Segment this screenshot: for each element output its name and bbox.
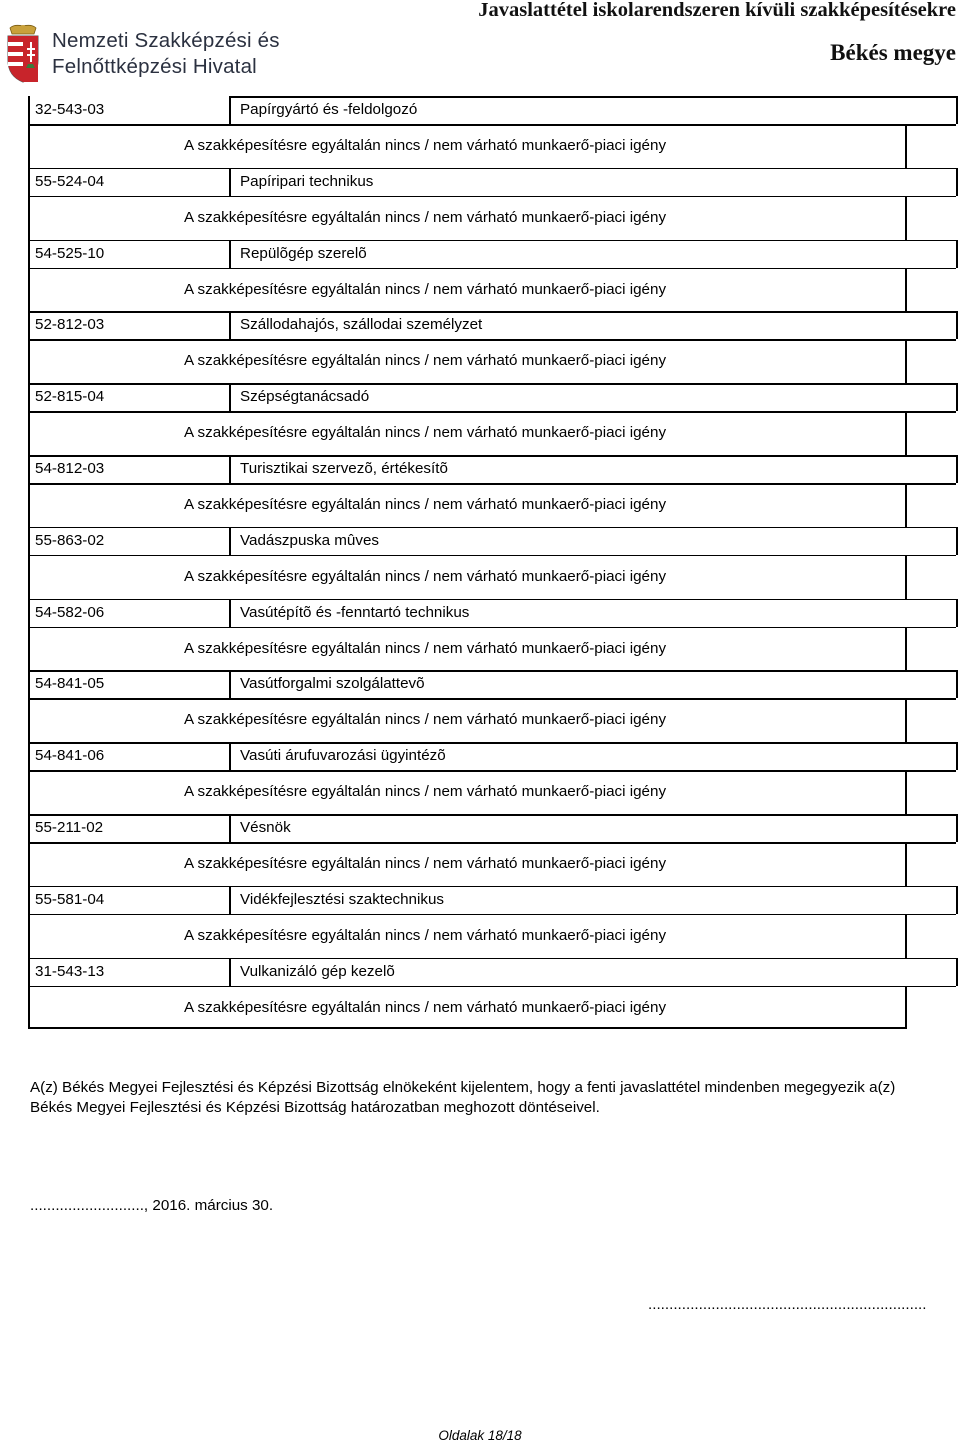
qualification-name: Repülõgép szerelõ	[240, 244, 367, 262]
table-border	[28, 124, 956, 126]
qualification-code: 55-211-02	[35, 819, 104, 836]
table-border	[28, 240, 30, 312]
qualification-name: Vésnök	[240, 819, 291, 836]
table-border	[956, 311, 958, 339]
table-border	[28, 814, 956, 816]
table-border	[956, 168, 958, 196]
table-border	[229, 311, 231, 339]
qualification-code: 54-812-03	[35, 460, 105, 477]
table-border	[28, 1027, 907, 1029]
qualification-code: 55-524-04	[35, 172, 105, 190]
table-border	[956, 527, 958, 555]
county-name: Békés megye	[830, 40, 956, 65]
table-border	[28, 168, 30, 240]
labour-market-status: A szakképesítésre egyáltalán nincs / nem várható munkaerő-piaci igény	[184, 711, 667, 729]
table-border	[28, 814, 30, 886]
qualification-name: Vasúti árufuvarozási ügyintézõ	[240, 747, 446, 765]
table-border	[28, 886, 30, 958]
table-border	[905, 555, 907, 599]
table-border	[229, 958, 231, 986]
table-border	[28, 627, 956, 629]
qualification-name: Vidékfejlesztési szaktechnikus	[240, 890, 445, 908]
table-border	[229, 383, 231, 411]
qualification-code: 54-525-10	[35, 244, 105, 262]
qualification-code: 55-863-02	[35, 531, 105, 549]
table-border	[229, 814, 231, 842]
qualification-name: Szépségtanácsadó	[240, 388, 370, 406]
table-border	[28, 311, 30, 383]
qualification-code: 32-543-03	[35, 101, 105, 118]
table-border	[28, 311, 956, 313]
qualification-code: 54-841-06	[35, 747, 105, 765]
table-border	[28, 196, 956, 198]
table-border	[229, 886, 231, 914]
qualification-name: Vasútépítõ és -fenntartó technikus	[240, 603, 470, 621]
qualification-name: Turisztikai szervezõ, értékesítõ	[240, 460, 448, 477]
table-border	[956, 814, 958, 842]
qualification-name: Vadászpuska mûves	[240, 531, 380, 549]
table-border	[28, 240, 956, 242]
table-border	[905, 986, 907, 1030]
table-border	[956, 455, 958, 483]
qualification-code: 52-812-03	[35, 316, 105, 334]
table-border	[956, 670, 958, 698]
organization-logo	[4, 20, 314, 84]
table-border	[28, 339, 956, 341]
qualification-code: 31-543-13	[35, 962, 105, 980]
table-border	[905, 196, 907, 240]
qualification-code: 54-841-05	[35, 675, 105, 693]
table-border	[229, 240, 231, 268]
document-title: Javaslattétel iskolarendszeren kívüli szakképesítésekre	[478, 0, 956, 21]
table-border	[28, 670, 956, 672]
table-border	[28, 383, 956, 385]
table-border	[28, 770, 956, 772]
table-border	[28, 455, 30, 527]
table-border	[905, 411, 907, 455]
table-border	[28, 742, 30, 814]
labour-market-status: A szakképesítésre egyáltalán nincs / nem várható munkaerő-piaci igény	[184, 352, 667, 370]
table-border	[28, 483, 956, 485]
table-border	[905, 627, 907, 671]
table-border	[28, 527, 30, 599]
table-border	[956, 240, 958, 268]
signature-line: ..................................................................	[648, 1296, 927, 1313]
table-border	[28, 268, 956, 270]
qualification-code: 54-582-06	[35, 603, 105, 621]
table-border	[905, 124, 907, 168]
table-border	[28, 411, 956, 413]
table-border	[905, 842, 907, 886]
table-border	[28, 599, 956, 601]
table-border	[28, 886, 956, 888]
table-border	[229, 670, 231, 698]
table-border	[28, 842, 956, 844]
table-border	[905, 770, 907, 814]
table-border	[229, 527, 231, 555]
page-number: Oldalak 18/18	[438, 1428, 522, 1443]
table-border	[956, 599, 958, 627]
qualification-name: Papíripari technikus	[240, 172, 374, 190]
date-line: ..........................., 2016. március 30.	[30, 1197, 274, 1214]
table-border	[905, 483, 907, 527]
table-border	[956, 958, 958, 986]
table-border	[956, 383, 958, 411]
table-border	[28, 96, 30, 168]
table-border	[28, 670, 30, 742]
table-border	[28, 383, 30, 455]
qualification-name: Szállodahajós, szállodai személyzet	[240, 316, 483, 334]
labour-market-status: A szakképesítésre egyáltalán nincs / nem várható munkaerő-piaci igény	[184, 496, 667, 513]
table-border	[229, 96, 231, 124]
table-border	[28, 742, 956, 744]
table-border	[956, 886, 958, 914]
table-border	[229, 599, 231, 627]
labour-market-status: A szakképesítésre egyáltalán nincs / nem várható munkaerő-piaci igény	[184, 280, 667, 298]
qualification-name: Papírgyártó és -feldolgozó	[240, 101, 418, 118]
table-border	[28, 455, 956, 457]
table-border	[28, 698, 956, 700]
table-border	[956, 742, 958, 770]
document-header	[478, 0, 956, 70]
table-border	[28, 599, 30, 671]
labour-market-status: A szakképesítésre egyáltalán nincs / nem várható munkaerő-piaci igény	[184, 783, 667, 801]
table-border	[229, 96, 956, 98]
table-border	[905, 698, 907, 742]
labour-market-status: A szakképesítésre egyáltalán nincs / nem várható munkaerő-piaci igény	[184, 998, 667, 1016]
table-border	[28, 555, 956, 557]
labour-market-status: A szakképesítésre egyáltalán nincs / nem várható munkaerő-piaci igény	[184, 567, 667, 585]
labour-market-status: A szakképesítésre egyáltalán nincs / nem várható munkaerő-piaci igény	[184, 855, 667, 872]
hungarian-crest-icon	[4, 24, 42, 84]
labour-market-status: A szakképesítésre egyáltalán nincs / nem várható munkaerő-piaci igény	[184, 639, 667, 657]
table-border	[28, 986, 956, 988]
table-border	[229, 168, 231, 196]
table-border	[28, 914, 956, 916]
table-border	[229, 455, 231, 483]
logo-line-2: Felnőttképzési Hivatal	[52, 55, 257, 78]
labour-market-status: A szakképesítésre egyáltalán nincs / nem várható munkaerő-piaci igény	[184, 137, 667, 154]
table-border	[229, 742, 231, 770]
table-border	[28, 168, 956, 170]
table-border	[905, 339, 907, 383]
table-border	[905, 914, 907, 958]
table-border	[956, 96, 958, 124]
table-border	[905, 268, 907, 312]
qualification-name: Vasútforgalmi szolgálattevõ	[240, 675, 425, 693]
table-border	[28, 527, 956, 529]
labour-market-status: A szakképesítésre egyáltalán nincs / nem várható munkaerő-piaci igény	[184, 926, 667, 944]
labour-market-status: A szakképesítésre egyáltalán nincs / nem várható munkaerő-piaci igény	[184, 424, 667, 442]
statement-paragraph: A(z) Békés Megyei Fejlesztési és Képzési Bizottság elnökeként kijelentem, hogy a fenti javaslattétel mindenben megegyezik a(z) Békés Megyei Fejlesztési és Képzési Bizottság határozatban meghozott döntéseivel.	[30, 1079, 896, 1116]
qualification-code: 52-815-04	[35, 388, 105, 406]
table-border	[28, 958, 30, 1030]
logo-line-1: Nemzeti Szakképzési és	[52, 29, 280, 52]
qualification-name: Vulkanizáló gép kezelõ	[240, 962, 395, 980]
labour-market-status: A szakképesítésre egyáltalán nincs / nem várható munkaerő-piaci igény	[184, 208, 667, 226]
table-border	[28, 958, 956, 960]
qualification-code: 55-581-04	[35, 890, 105, 908]
